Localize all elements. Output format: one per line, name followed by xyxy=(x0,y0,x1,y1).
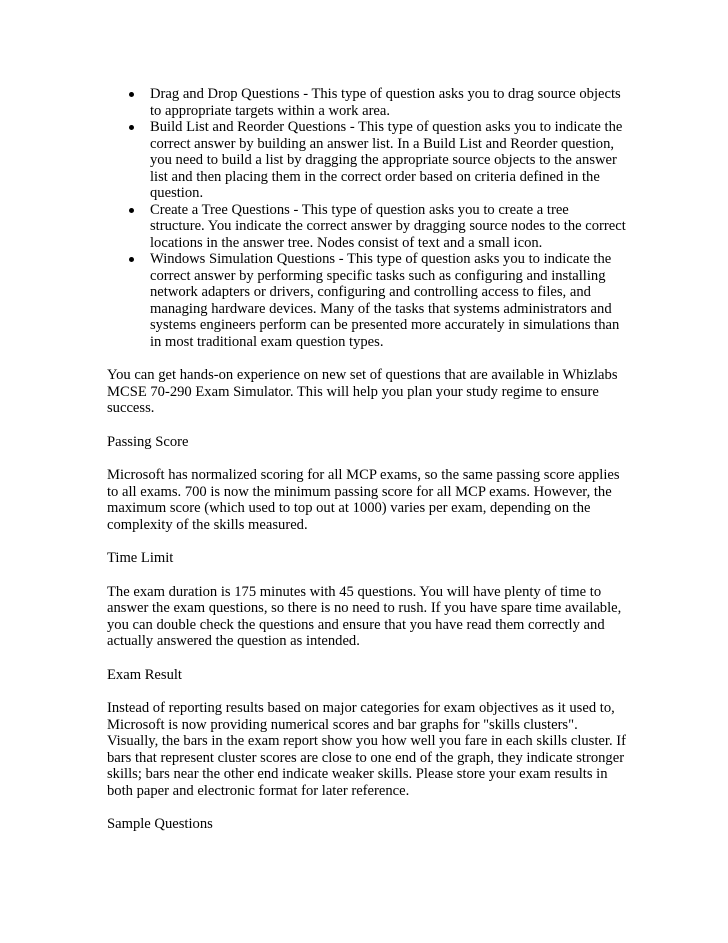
passing-score-text: Microsoft has normalized scoring for all MCP exams, so the same passing score applies to all exams. 700 is now the minimum passing score for all MCP exams. However, the maximum score (which used to top out at 1000) varies per exam, depending on the complexity of the skills measured. xyxy=(107,467,620,533)
exam-result-text: Instead of reporting results based on major categories for exam objectives as it used to, Microsoft is now providing numerical scores and bar graphs for "skills clusters". Visually, the bars in the exam report show you how well you fare in each skills cluster. If bars that represent cluster scores are close to one end of the graph, they indicate stronger skills; bars near the other end indicate weaker skills. Please store your exam results in both paper and electronic format for later reference. xyxy=(107,700,626,799)
list-item-text: Create a Tree Questions - This type of question asks you to create a tree structure. You indicate the correct answer by dragging source nodes to the correct locations in the answer tree. Nodes consist of text and a small icon. xyxy=(150,201,626,251)
bullet-icon xyxy=(129,257,134,262)
bullet-icon xyxy=(129,208,134,213)
passing-score-heading: Passing Score xyxy=(107,433,189,450)
list-item xyxy=(107,86,627,119)
sample-questions-heading: Sample Questions xyxy=(107,816,213,832)
list-item-text: Build List and Reorder Questions - This type of question asks you to indicate the correct answer by building an answer list. In a Build List and Reorder question, you need to build a list by dragging the appropriate source objects to the answer list and then placing them in the correct order based on criteria defined in the question. xyxy=(150,119,623,201)
bullet-icon xyxy=(129,125,134,130)
document-page xyxy=(107,86,627,833)
exam-result-heading: Exam Result xyxy=(107,666,182,683)
list-item xyxy=(107,202,627,252)
list-item-text: Drag and Drop Questions - This type of question asks you to drag source objects to appropriate targets within a work area. xyxy=(150,86,621,119)
list-item-text: Windows Simulation Questions - This type of question asks you to indicate the correct answer by performing specific tasks such as configuring and installing network adapters or drivers, configuring and controlling access to files, and managing hardware devices. Many of the tasks that systems administrators and systems engineers perform can be presented more accurately in simulations than in most traditional exam question types. xyxy=(150,251,620,350)
time-limit-heading: Time Limit xyxy=(107,550,174,566)
list-item xyxy=(107,251,627,350)
bullet-icon xyxy=(129,92,134,97)
question-types-list xyxy=(107,86,627,350)
time-limit-text: The exam duration is 175 minutes with 45 questions. You will have plenty of time to answer the exam questions, so there is no need to rush. If you have spare time available, you can double check the questions and ensure that you have read them correctly and actually answered the question as intended. xyxy=(107,583,622,649)
intro-paragraph: You can get hands-on experience on new set of questions that are available in Whizlabs MCSE 70-290 Exam Simulator. This will help you plan your study regime to ensure success. xyxy=(107,367,618,416)
list-item xyxy=(107,119,627,202)
